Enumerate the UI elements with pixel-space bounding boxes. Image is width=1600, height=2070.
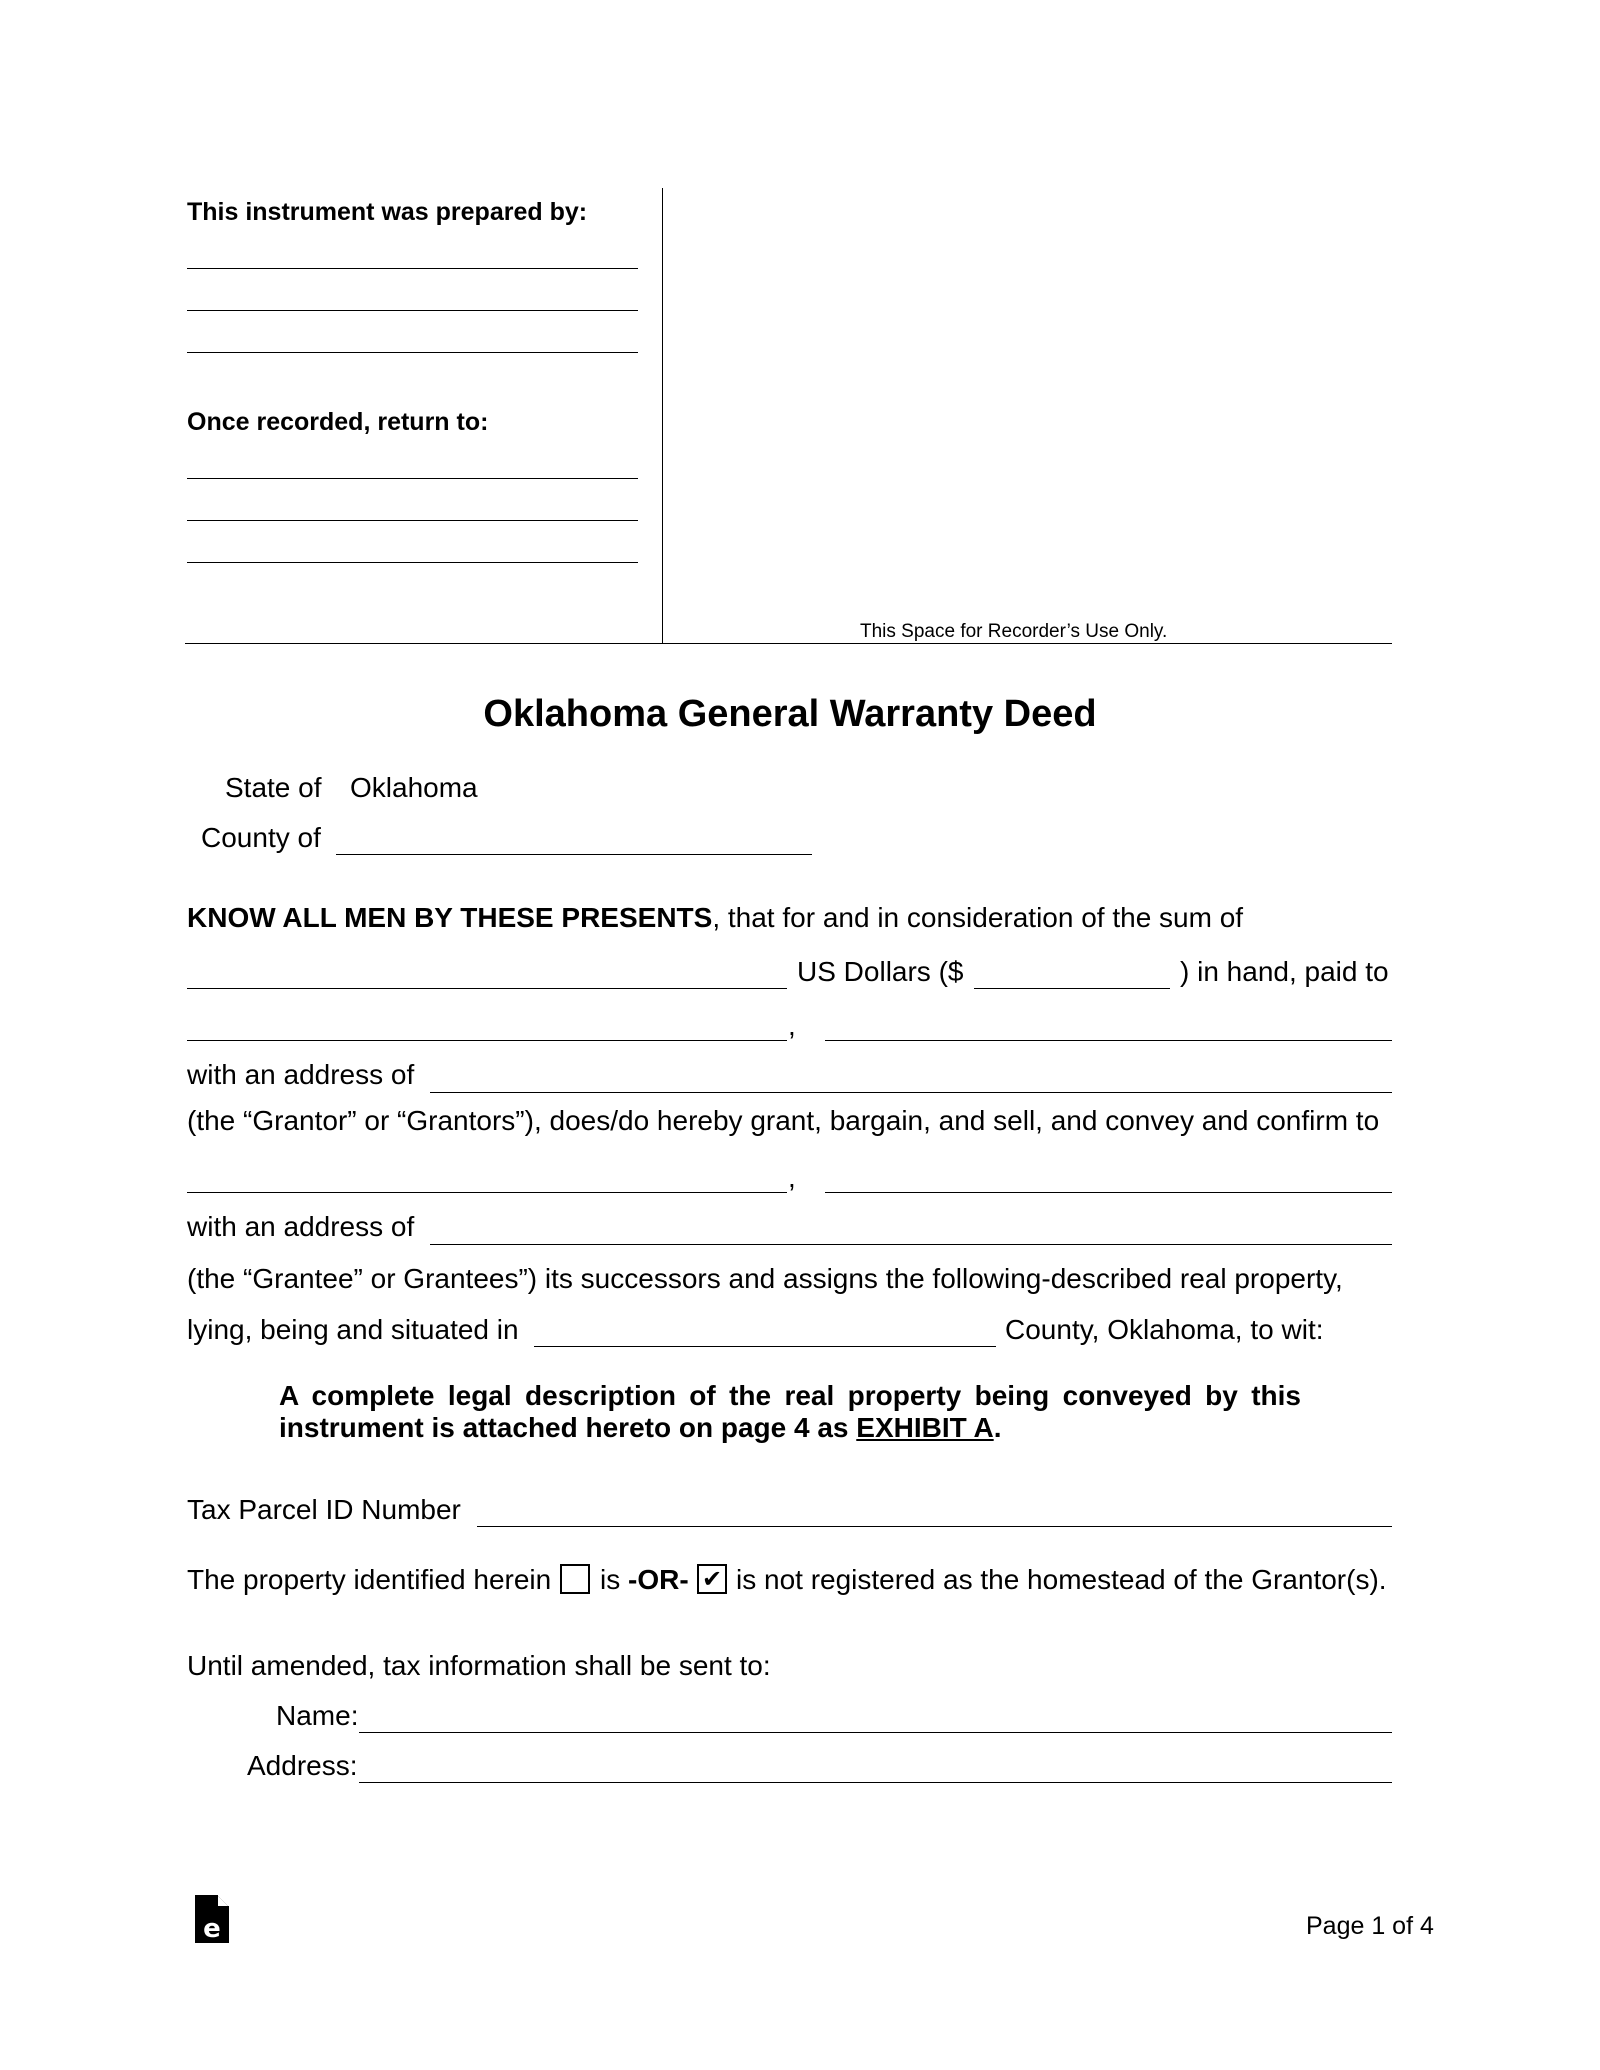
prepared-by-line-2[interactable]: [187, 310, 638, 311]
recorder-bottom-rule: [185, 643, 1392, 644]
us-dollars-label: US Dollars ($: [797, 956, 964, 987]
know-all-rest: , that for and in consideration of the sum of: [712, 902, 1244, 933]
homestead-or-label: -OR-: [628, 1564, 689, 1595]
homestead-is-label: is: [600, 1564, 621, 1595]
homestead-is-not-checkbox[interactable]: [697, 1564, 727, 1594]
grantor-address-label: with an address of: [187, 1059, 415, 1090]
tax-info-label: Until amended, tax information shall be sent to:: [187, 1650, 771, 1681]
legal-desc-line-2-prefix: instrument is attached hereto on page 4 as: [279, 1412, 849, 1443]
homestead-is-checkbox[interactable]: [560, 1564, 590, 1594]
tax-parcel-field[interactable]: [477, 1526, 1392, 1527]
return-to-line-1[interactable]: [187, 478, 638, 479]
grantee-clause: (the “Grantee” or Grantees”) its successors and assigns the following-described real property,: [187, 1263, 1343, 1294]
return-to-line-2[interactable]: [187, 520, 638, 521]
recorder-note: This Space for Recorder’s Use Only.: [860, 621, 1168, 642]
address-label: Address:: [247, 1750, 358, 1781]
name-label: Name:: [276, 1700, 359, 1731]
state-value: Oklahoma: [350, 772, 478, 803]
grantor-comma: ,: [788, 1010, 796, 1041]
county-label: County of: [201, 822, 321, 853]
prepared-by-line-3[interactable]: [187, 352, 638, 353]
tax-name-field[interactable]: [359, 1732, 1392, 1733]
exhibit-link[interactable]: EXHIBIT A: [856, 1412, 994, 1443]
grantee-comma: ,: [788, 1162, 796, 1193]
grantor-address-field[interactable]: [430, 1092, 1392, 1093]
return-to-line-3[interactable]: [187, 562, 638, 563]
consideration-words-field[interactable]: [187, 988, 787, 989]
county-situated-field[interactable]: [534, 1346, 996, 1347]
grantor-name-field-2[interactable]: [825, 1040, 1392, 1041]
know-all-bold: KNOW ALL MEN BY THESE PRESENTS: [187, 902, 713, 933]
consideration-amount-field[interactable]: [974, 988, 1170, 989]
lying-prefix: lying, being and situated in: [187, 1314, 519, 1345]
state-label: State of: [225, 772, 322, 803]
grantee-name-field[interactable]: [187, 1192, 787, 1193]
prepared-by-line-1[interactable]: [187, 268, 638, 269]
header-divider: [662, 188, 663, 643]
know-all-paragraph: [187, 902, 1243, 934]
homestead-prefix: The property identified herein: [187, 1564, 552, 1595]
svg-text:e: e: [203, 1914, 221, 1944]
return-to-label: Once recorded, return to:: [187, 408, 489, 436]
page-title: Oklahoma General Warranty Deed: [483, 693, 1097, 735]
grantor-name-field[interactable]: [187, 1040, 787, 1041]
grantee-address-label: with an address of: [187, 1211, 415, 1242]
prepared-by-label: This instrument was prepared by:: [187, 198, 588, 226]
check-mark-icon: ✔: [701, 1565, 723, 1593]
grantor-clause: (the “Grantor” or “Grantors”), does/do hereby grant, bargain, and sell, and convey and confirm to: [187, 1105, 1380, 1136]
legal-desc-line-1: A complete legal description of the real property being conveyed by this: [279, 1380, 1301, 1411]
legal-desc-period: .: [993, 1412, 1002, 1443]
legal-desc-line-2: [279, 1412, 1001, 1444]
in-hand-paid-label: ) in hand, paid to: [1180, 956, 1389, 987]
grantee-address-field[interactable]: [430, 1244, 1392, 1245]
grantee-name-field-2[interactable]: [825, 1192, 1392, 1193]
page-number: Page 1 of 4: [1306, 1912, 1434, 1940]
county-field[interactable]: [336, 854, 812, 855]
e-logo-icon: [193, 1893, 233, 1945]
lying-suffix: County, Oklahoma, to wit:: [1005, 1314, 1324, 1345]
tax-address-field[interactable]: [359, 1782, 1392, 1783]
tax-parcel-label: Tax Parcel ID Number: [187, 1494, 461, 1525]
homestead-suffix: is not registered as the homestead of the Grantor(s).: [736, 1564, 1387, 1595]
